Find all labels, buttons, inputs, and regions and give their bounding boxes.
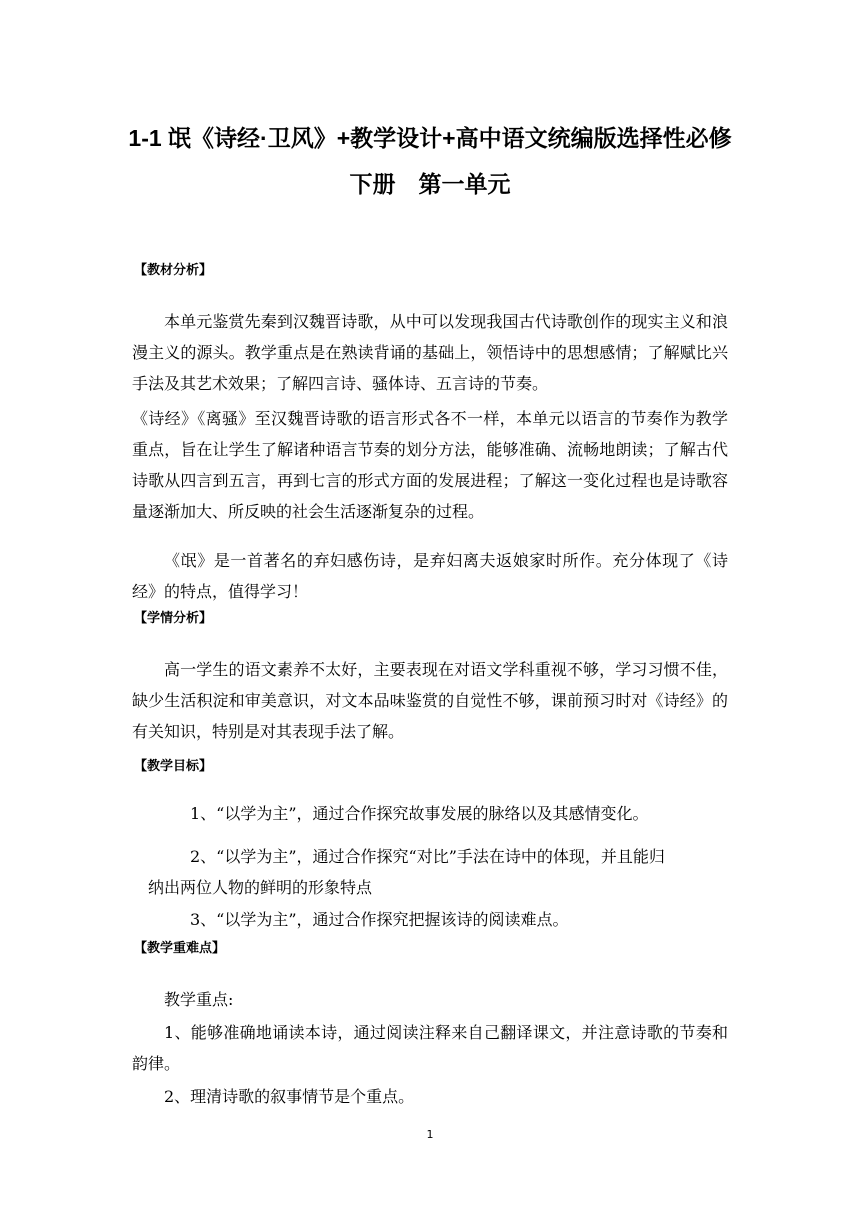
goal-item-1: 1、“以学为主”，通过合作探究故事发展的脉络以及其感情变化。: [190, 804, 649, 823]
goal-item-2-continued: 纳出两位人物的鲜明的形象特点: [148, 878, 373, 897]
paragraph-students-1: 高一学生的语文素养不太好，主要表现在对语文学科重视不够，学习习惯不佳，缺少生活积淀和审美意识，对文本品味鉴赏的自觉性不够，课前预习时对《诗经》的有关知识，特别是对其表现手法了解。: [132, 660, 728, 741]
keypoint-item-1: 1、能够准确地诵读本诗，通过阅读注释来自己翻译课文，并注意诗歌的节奏和韵律。: [132, 1023, 728, 1073]
keypoint-item-2: 2、理清诗歌的叙事情节是个重点。: [164, 1087, 415, 1106]
paragraph-material-3: 《氓》是一首著名的弃妇感伤诗，是弃妇离夫返娘家时所作。充分体现了《诗经》的特点，值得学习！: [132, 551, 728, 601]
paragraph-material-1: 本单元鉴赏先秦到汉魏晋诗歌，从中可以发现我国古代诗歌创作的现实主义和浪漫主义的源头。教学重点是在熟读背诵的基础上，领悟诗中的思想感情；了解赋比兴手法及其艺术效果；了解四言诗、骚体诗、五言诗的节奏。: [132, 312, 728, 393]
document-title: 1-1 氓《诗经·卫风》+教学设计+高中语文统编版选择性必修下册 第一单元: [128, 125, 732, 197]
section-heading-goals: 【教学目标】: [134, 759, 213, 774]
section-heading-keypoints: 【教学重难点】: [134, 941, 226, 956]
section-heading-students: 【学情分析】: [134, 611, 213, 626]
paragraph-material-2: 《诗经》《离骚》至汉魏晋诗歌的语言形式各不一样，本单元以语言的节奏作为教学重点，旨在让学生了解诸种语言节奏的划分方法，能够准确、流畅地朗读；了解古代诗歌从四言到五言，再到七言的形式方面的发展进程；了解这一变化过程也是诗歌容量逐渐加大、所反映的社会生活逐渐复杂的过程。: [132, 409, 728, 521]
page-number: 1: [426, 1128, 434, 1141]
section-heading-material: 【教材分析】: [134, 263, 213, 278]
keypoints-label: 教学重点:: [164, 990, 234, 1009]
goal-item-3: 3、“以学为主”，通过合作探究把握该诗的阅读难点。: [190, 910, 569, 929]
goal-item-2: 2、“以学为主”，通过合作探究“对比”手法在诗中的体现，并且能归: [190, 847, 665, 866]
